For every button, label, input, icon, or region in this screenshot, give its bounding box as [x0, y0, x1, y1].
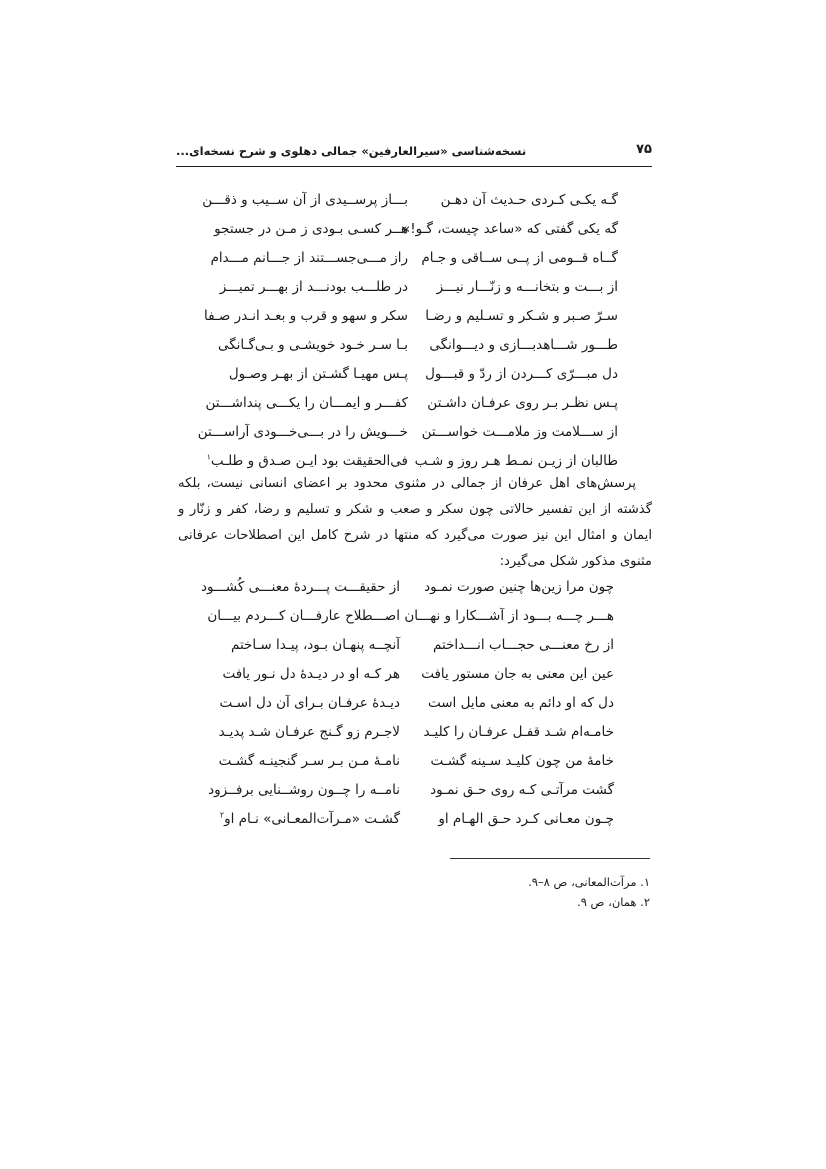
first-hemistich: دل که او دائم به معنی مایل است: [427, 695, 614, 711]
second-hemistich: اصـــطلاح عارفـــان کـــردم بیـــان: [207, 608, 400, 624]
poem-block-1: [197, 190, 618, 480]
first-hemistich: چـون معـانی کـرد حـق الهـام او: [438, 811, 614, 827]
second-hemistich: [220, 809, 400, 829]
second-hemistich: نامــه را چــون روشــنایی برفــزود: [208, 782, 400, 798]
second-hemistich: پـس مهیـا گشـتن از بهـر وصـول: [228, 366, 408, 382]
first-hemistich: خامهٔ من چون کلیـد سـینه گشـت: [430, 753, 614, 769]
paragraph-text: پرسش‌های اهل عرفان از جمالی در مثنوی محدود بر اعضای انسانی نیست، بلکه گذشته از این تفسیر حالاتی چون سکر و صعب و شکر و تسلیم و رضا، کفر و زنّار و ایمان و امثال این نیز صورت می‌گیرد که منتها در شرح کامل این اصطلاحات عرفانی مثنوی مذکور شکل می‌گیرد:: [178, 476, 652, 569]
first-hemistich: گه یکی گفتی که «ساعد چیست، گـو!»: [401, 221, 618, 237]
first-hemistich: گــاه قــومی از پــی ســاقی و جـام: [421, 250, 618, 266]
poem-verse: [202, 190, 618, 219]
poem-verse: [219, 693, 614, 722]
hemistich-text: گشـت «مـرآت‌المعـانی» نـام او: [224, 811, 400, 827]
first-hemistich: پـس نظـر بـر روی عرفـان داشـتن: [427, 395, 618, 411]
footnotes: [400, 872, 650, 912]
footnote-marker: ۱: [206, 452, 211, 462]
second-hemistich: از حقیقـــت پـــردهٔ معنـــی کُشـــود: [200, 579, 400, 595]
poem-verse: [197, 422, 618, 451]
hemistich-text: فی‌الحقیقت بود ایـن صـدق و طلـب: [210, 453, 408, 469]
poem-verse: [218, 335, 618, 364]
second-hemistich: در طلـــب بودنـــد از بهـــر تمیـــز: [219, 279, 408, 295]
first-hemistich: از ســـلامت وز ملامـــت خواســـتن: [421, 424, 618, 440]
footnote-divider: [450, 858, 650, 859]
first-hemistich: هـــر چـــه بـــود از آشـــکارا و نهـــان: [404, 608, 614, 624]
second-hemistich: لاجـرم زو گـنج عرفـان شـد پدیـد: [218, 724, 400, 740]
second-hemistich: هر کـه او در دیـدهٔ دل نـور یافت: [222, 666, 400, 682]
poem-verse: [218, 722, 614, 751]
first-hemistich: دل مبـــرّی کـــردن از ردّ و قبـــول: [425, 366, 618, 382]
first-hemistich: سـرّ صـبر و شـکر و تسـلیم و رضـا: [425, 308, 618, 324]
first-hemistich: طـــور شـــاهدبـــازی و دیـــوانگی: [429, 337, 618, 353]
footnote-1: ۱. مرآت‌المعانی، ص ۸–۹.: [528, 875, 650, 889]
second-hemistich: بـــاز پرســیدی از آن ســیب و ذقـــن: [202, 192, 408, 208]
poem-verse: [218, 277, 618, 306]
poem-verse: [200, 577, 614, 606]
second-hemistich: خـــویش را در بـــی‌خـــودی آراســـتن: [197, 424, 408, 440]
second-hemistich: آنچــه پنهـان بـود، پیـدا سـاختم: [230, 637, 400, 653]
first-hemistich: خامـه‌ام شـد قفـل عرفـان را کلیـد: [423, 724, 614, 740]
second-hemistich: راز مـــی‌جســـتند از جـــانم مـــدام: [210, 250, 408, 266]
page-number: ۷۵: [636, 142, 652, 157]
first-hemistich: از بـــت و بتخانـــه و زنّـــار نیـــز: [436, 279, 618, 295]
first-hemistich: عین این معنی به جان مستور یافت: [421, 666, 614, 682]
running-title: نسخه‌شناسی «سیرالعارفین» جمالی دهلوی و شرح نسخه‌ای...: [176, 144, 527, 158]
first-hemistich: از رخ معنـــی حجـــاب انـــداختم: [433, 637, 614, 653]
poem-block-2: [200, 577, 614, 838]
poem-verse: [204, 306, 618, 335]
footnote-2: ۲. همان، ص ۹.: [577, 895, 650, 909]
poem-verse: [218, 751, 614, 780]
first-hemistich: چون مرا زین‌ها چنین صورت نمـود: [424, 579, 614, 595]
second-hemistich: بـا سـر خـود خویشـی و بـی‌گـانگی: [217, 337, 408, 353]
poem-verse: [218, 364, 618, 393]
second-hemistich: [207, 451, 408, 471]
first-hemistich: گشت مرآتـی کـه روی حـق نمـود: [430, 782, 614, 798]
poem-verse: [219, 809, 614, 838]
second-hemistich: هــر کسـی بـودی ز مـن در جستجو: [214, 221, 408, 237]
footnote-marker: ۲: [219, 810, 225, 820]
second-hemistich: کفـــر و ایمـــان را یکـــی پنداشـــتن: [205, 395, 408, 411]
first-hemistich: گـه یکـی کـردی حـدیث آن دهـن: [440, 192, 618, 208]
poem-verse: [208, 780, 614, 809]
page-header: [176, 136, 652, 167]
prose-paragraph: [178, 471, 652, 575]
second-hemistich: دیـدهٔ عرفـان بـرای آن دل اسـت: [219, 695, 400, 711]
first-hemistich: طالبان از زیـن نمـط هـر روز و شـب: [414, 453, 618, 469]
second-hemistich: نامـهٔ مـن بـر سـر گنجینـه گشـت: [218, 753, 400, 769]
poem-verse: [205, 393, 618, 422]
second-hemistich: سکر و سهو و قرب و بعـد انـدر صـفا: [204, 308, 408, 324]
poem-verse: [214, 219, 618, 248]
poem-verse: [222, 664, 614, 693]
poem-verse: [210, 248, 618, 277]
poem-verse: [226, 635, 614, 664]
poem-verse: [207, 606, 614, 635]
